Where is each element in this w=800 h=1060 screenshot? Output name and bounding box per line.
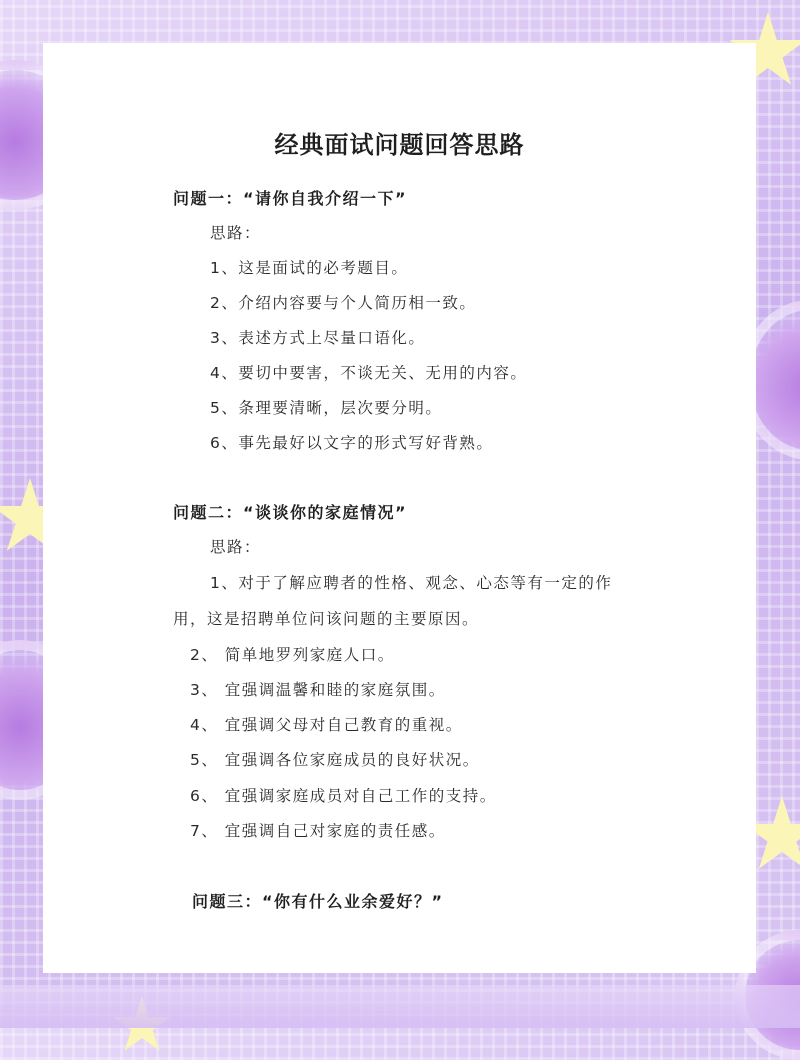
question-1-point: 3、表述方式上尽量口语化。 [210,329,426,347]
question-2-heading: 问题二：“谈谈你的家庭情况” [173,503,408,522]
question-1-point: 5、条理要清晰，层次要分明。 [210,399,443,417]
document-page [43,43,756,973]
page-title: 经典面试问题回答思路 [274,131,525,159]
question-2-point: 5、 宜强调各位家庭成员的良好状况。 [190,751,480,769]
question-1-point: 1、这是面试的必考题目。 [210,259,409,277]
question-2-point: 7、 宜强调自己对家庭的责任感。 [190,822,446,840]
question-1-point: 2、介绍内容要与个人简历相一致。 [210,294,477,312]
question-1-point: 6、事先最好以文字的形式写好背熟。 [210,434,494,452]
question-2-point-1-line-2: 用，这是招聘单位问该问题的主要原因。 [173,610,480,628]
question-2-point-1-line-1: 1、对于了解应聘者的性格、观念、心态等有一定的作 [210,574,613,592]
question-3-heading: 问题三：“你有什么业余爱好？” [192,892,444,911]
question-1-heading: 问题一：“请你自我介绍一下” [173,189,408,208]
question-2-point: 4、 宜强调父母对自己教育的重视。 [190,716,463,734]
bottom-decoration-strip [0,985,800,1028]
question-2-point: 6、 宜强调家庭成员对自己工作的支持。 [190,787,497,805]
question-2-point: 2、 简单地罗列家庭人口。 [190,646,395,664]
question-2-approach-label: 思路： [210,538,262,556]
question-1-approach-label: 思路： [210,224,262,242]
question-1-point: 4、要切中要害，不谈无关、无用的内容。 [210,364,528,382]
question-2-point: 3、 宜强调温馨和睦的家庭氛围。 [190,681,446,699]
